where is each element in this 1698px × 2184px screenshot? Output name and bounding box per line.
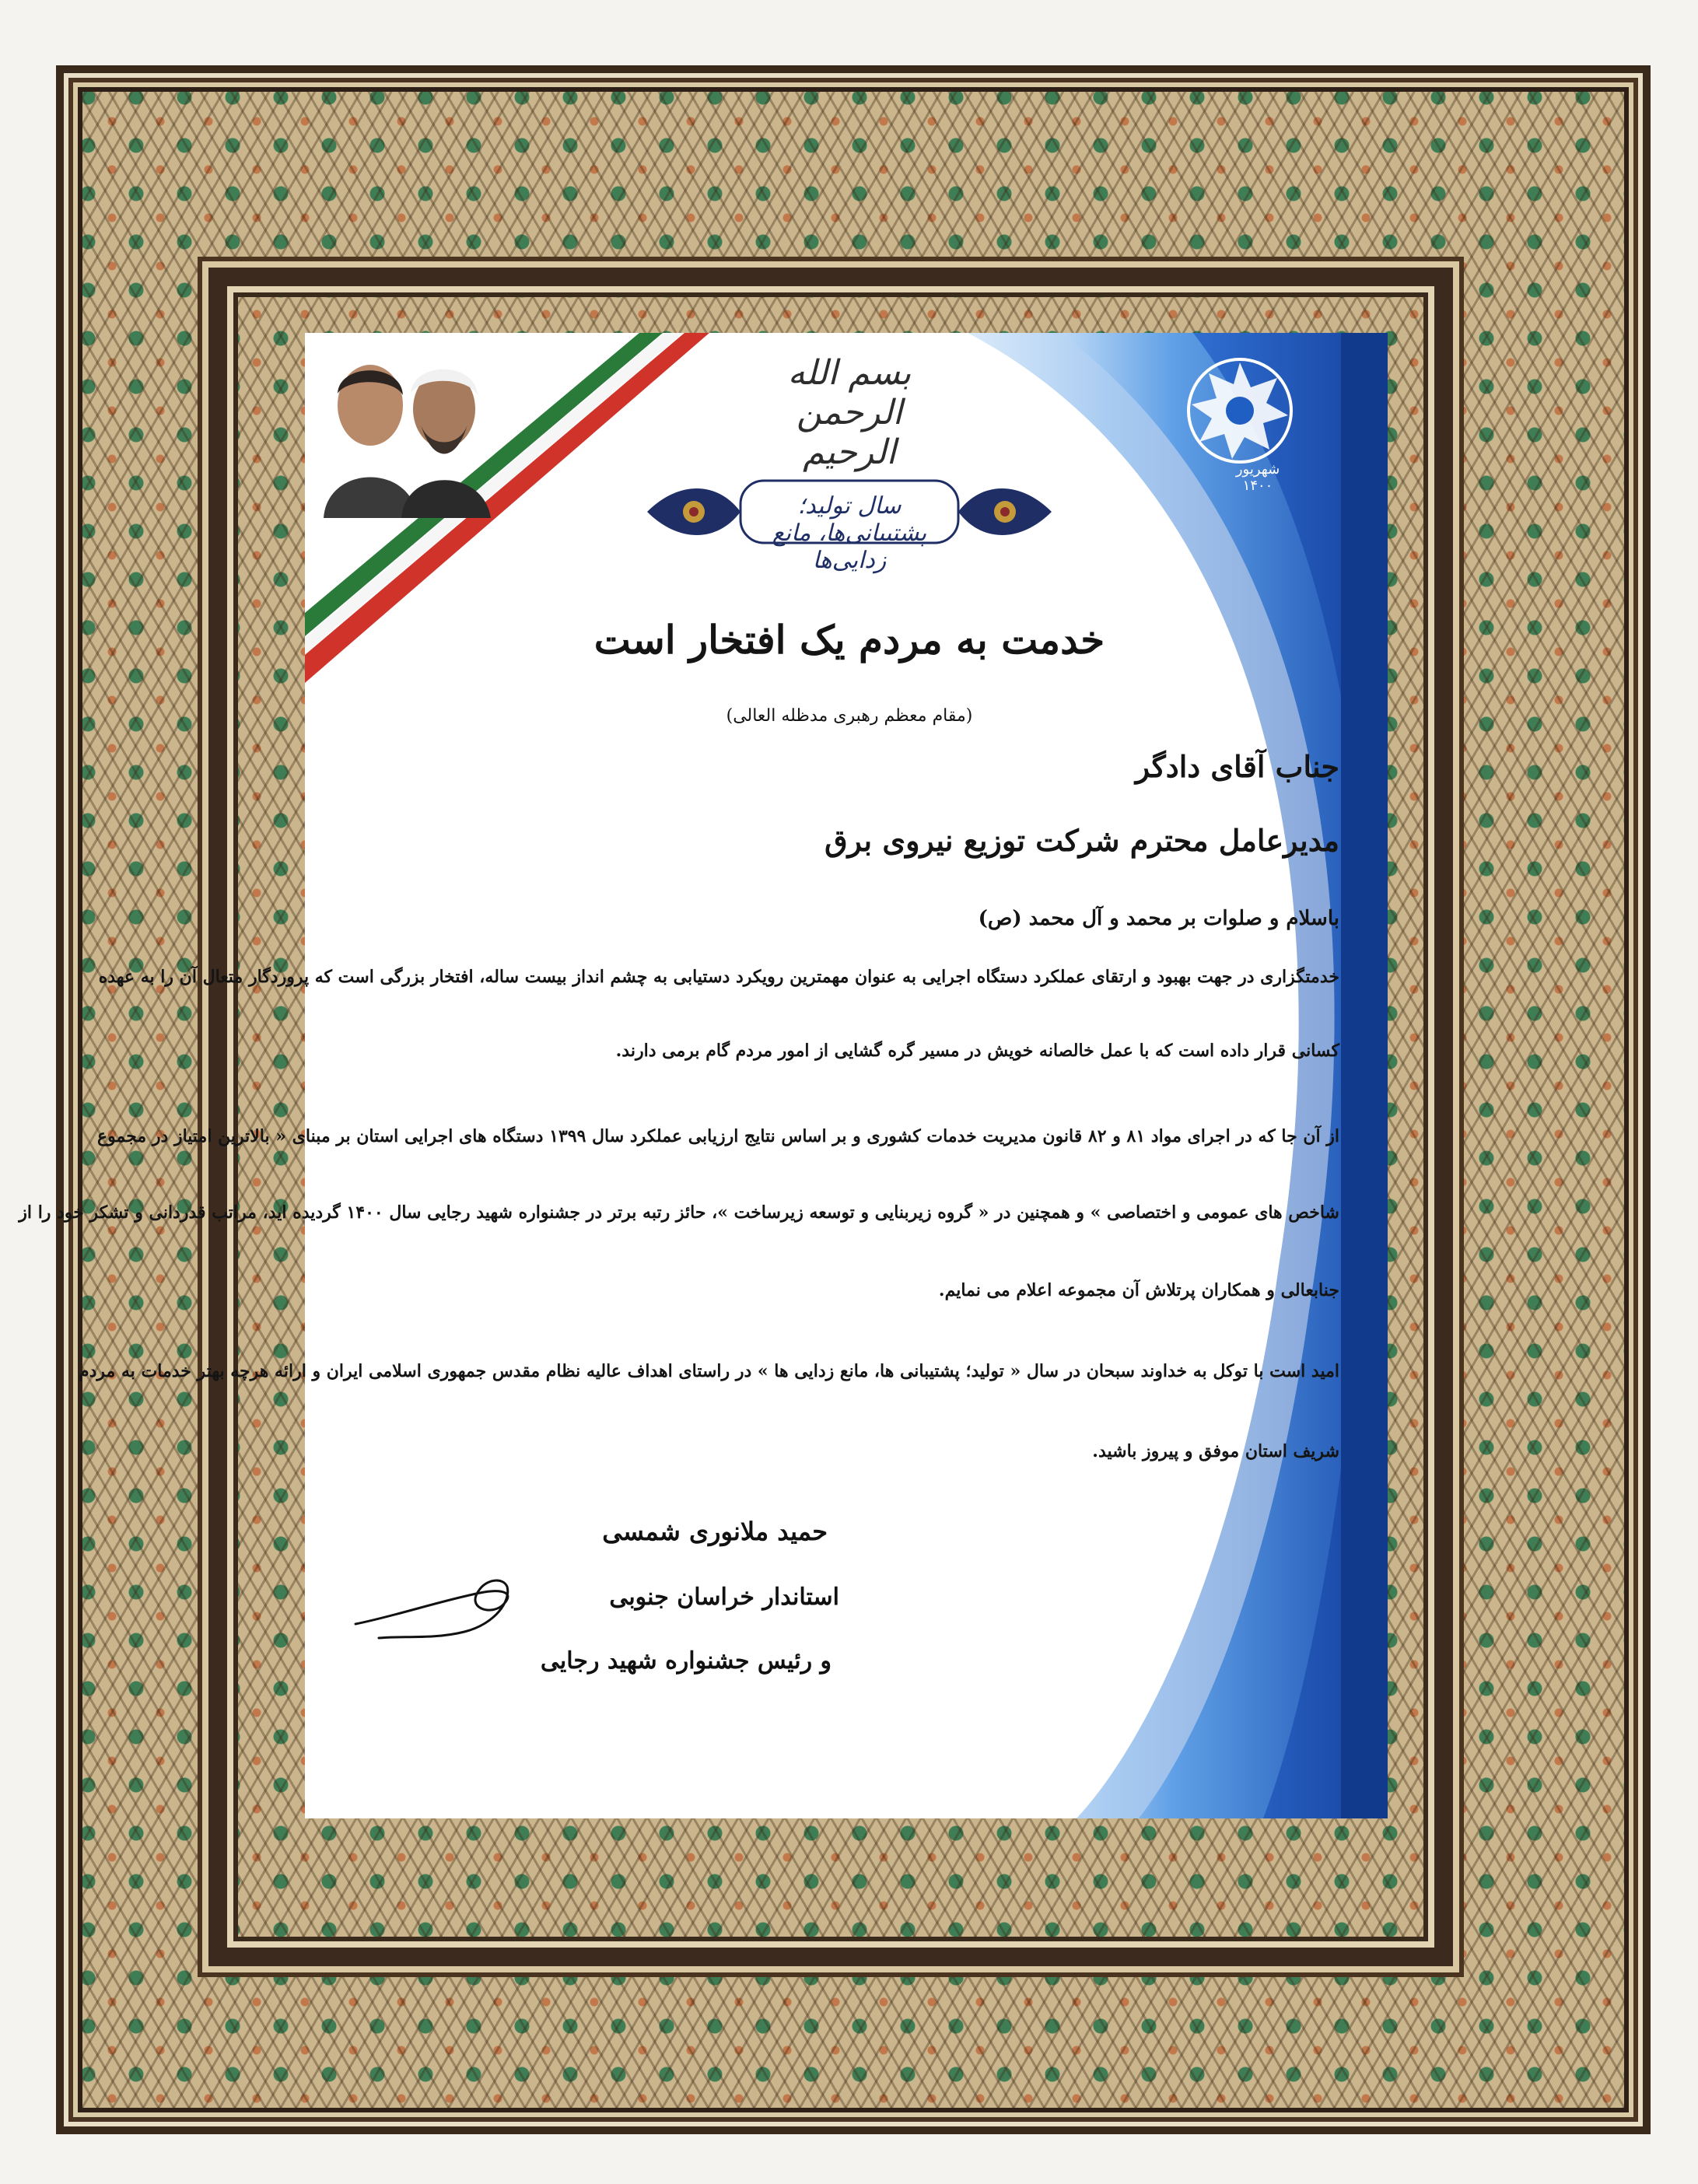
headline: خدمت به مردم یک افتخار است [593, 617, 1105, 663]
body-line: امید است با توکل به خداوند سبحان در سال « تولید؛ پشتیبانی ها، مانع زدایی ها » در راستای اهداف عالیه نظام مقدس جمهوری اسلامی ایران و ارائه هرچه بهتر خدمات به مردم [78, 1361, 1339, 1381]
body-line: جنابعالی و همکاران پرتلاش آن مجموعه اعلام می نمایم. [938, 1280, 1339, 1300]
signatory-role: و رئیس جشنواره شهید رجایی [540, 1647, 831, 1675]
body-line: کسانی قرار داده است که با عمل خالصانه خویش در مسیر گره گشایی از امور مردم گام برمی دارند. [615, 1041, 1339, 1061]
recipient-title: مدیرعامل محترم شرکت توزیع نیروی برق [824, 823, 1339, 858]
body-line: از آن جا که در اجرای مواد ۸۱ و ۸۲ قانون مدیریت خدمات کشوری و بر اساس نتایج ارزیابی عملکرد سال ۱۳۹۹ دستگاه های اجرایی استان بر مبنای « بالاترین امتیاز در مجموع [97, 1126, 1339, 1146]
signatory-role: استاندار خراسان جنوبی [609, 1584, 839, 1611]
body-line: شریف استان موفق و پیروز باشید. [1092, 1441, 1339, 1461]
logo-date: شهریور ۱۴۰۰ [1235, 461, 1280, 494]
body-line: خدمتگزاری در جهت بهبود و ارتقای عملکرد دستگاه اجرایی به عنوان مهمترین رویکرد دستیابی به چشم انداز بیست ساله، افتخار بزرگی است که پروردگار متعال آن را به عهده [98, 967, 1339, 987]
martyr-portraits [316, 347, 510, 518]
recipient-name: جناب آقای دادگر [1135, 749, 1339, 784]
certificate-paper [19, 333, 1388, 1818]
greeting: باسلام و صلوات بر محمد و آل محمد (ص) [978, 907, 1339, 930]
headline-attribution: (مقام معظم رهبری مدظله العالی) [726, 706, 973, 726]
basmala: بسم الله الرحمن الرحیم [787, 353, 912, 472]
body-line: شاخص های عمومی و اختصاصی » و همچنین در « گروه زیربنایی و توسعه زیرساخت »، حائز رتبه برتر در جشنواره شهید رجایی سال ۱۴۰۰ گردیده اید، مراتب قدردانی و تشکر خود را از [19, 1202, 1339, 1223]
emblem-logo-icon [1185, 356, 1294, 465]
signatory-name: حمید ملانوری شمسی [602, 1517, 828, 1546]
motto-text: سال تولید؛ پشتیبانی‌ها، مانع زدایی‌ها [772, 492, 927, 574]
handwritten-signature [348, 1570, 534, 1647]
